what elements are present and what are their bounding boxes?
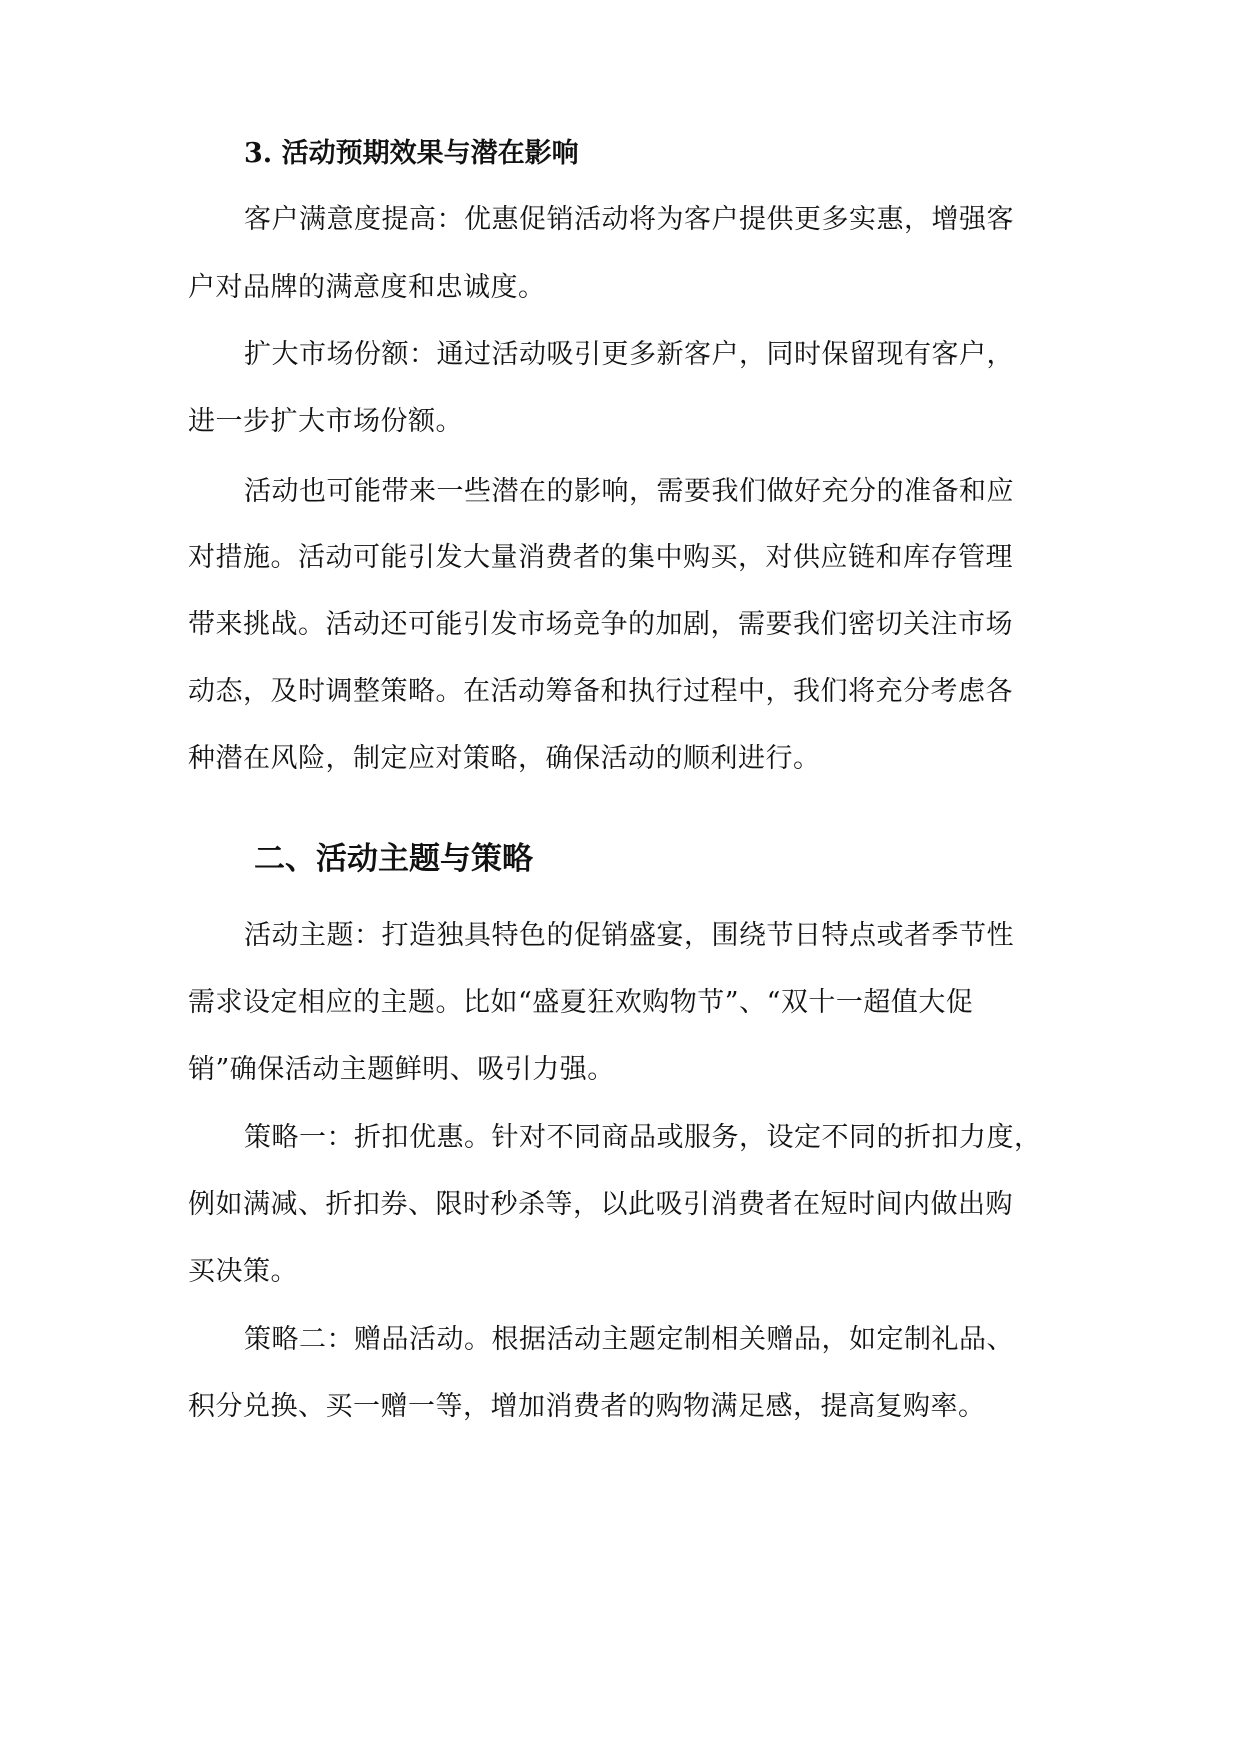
section-heading-3: 3. 活动预期效果与潜在影响 (244, 138, 579, 169)
paragraph-line: 客户满意度提高：优惠促销活动将为客户提供更多实惠，增强客 (244, 204, 1014, 235)
paragraph-line: 例如满减、折扣券、限时秒杀等，以此吸引消费者在短时间内做出购 (188, 1189, 1013, 1220)
paragraph-line: 活动也可能带来一些潜在的影响，需要我们做好充分的准备和应 (244, 476, 1014, 507)
paragraph-line: 对措施。活动可能引发大量消费者的集中购买，对供应链和库存管理 (188, 542, 1013, 573)
paragraph-line: 动态，及时调整策略。在活动筹备和执行过程中，我们将充分考虑各 (188, 676, 1013, 707)
paragraph-line: 户对品牌的满意度和忠诚度。 (188, 272, 546, 303)
paragraph-line: 活动主题：打造独具特色的促销盛宴，围绕节日特点或者季节性 (244, 920, 1014, 951)
section-heading-2: 二、活动主题与策略 (254, 841, 533, 877)
paragraph-line: 策略一：折扣优惠。针对不同商品或服务，设定不同的折扣力度， (244, 1122, 1042, 1153)
paragraph-line: 销”确保活动主题鲜明、吸引力强。 (188, 1054, 615, 1085)
paragraph-line: 需求设定相应的主题。比如“盛夏狂欢购物节”、“双十一超值大促 (188, 987, 974, 1018)
paragraph-line: 买决策。 (188, 1256, 298, 1287)
paragraph-line: 积分兑换、买一赠一等，增加消费者的购物满足感，提高复购率。 (188, 1391, 986, 1422)
paragraph-line: 种潜在风险，制定应对策略，确保活动的顺利进行。 (188, 743, 821, 774)
paragraph-line: 带来挑战。活动还可能引发市场竞争的加剧，需要我们密切关注市场 (188, 609, 1013, 640)
paragraph-line: 扩大市场份额：通过活动吸引更多新客户，同时保留现有客户， (244, 339, 1014, 370)
paragraph-line: 进一步扩大市场份额。 (188, 406, 463, 437)
paragraph-line: 策略二：赠品活动。根据活动主题定制相关赠品，如定制礼品、 (244, 1324, 1014, 1355)
